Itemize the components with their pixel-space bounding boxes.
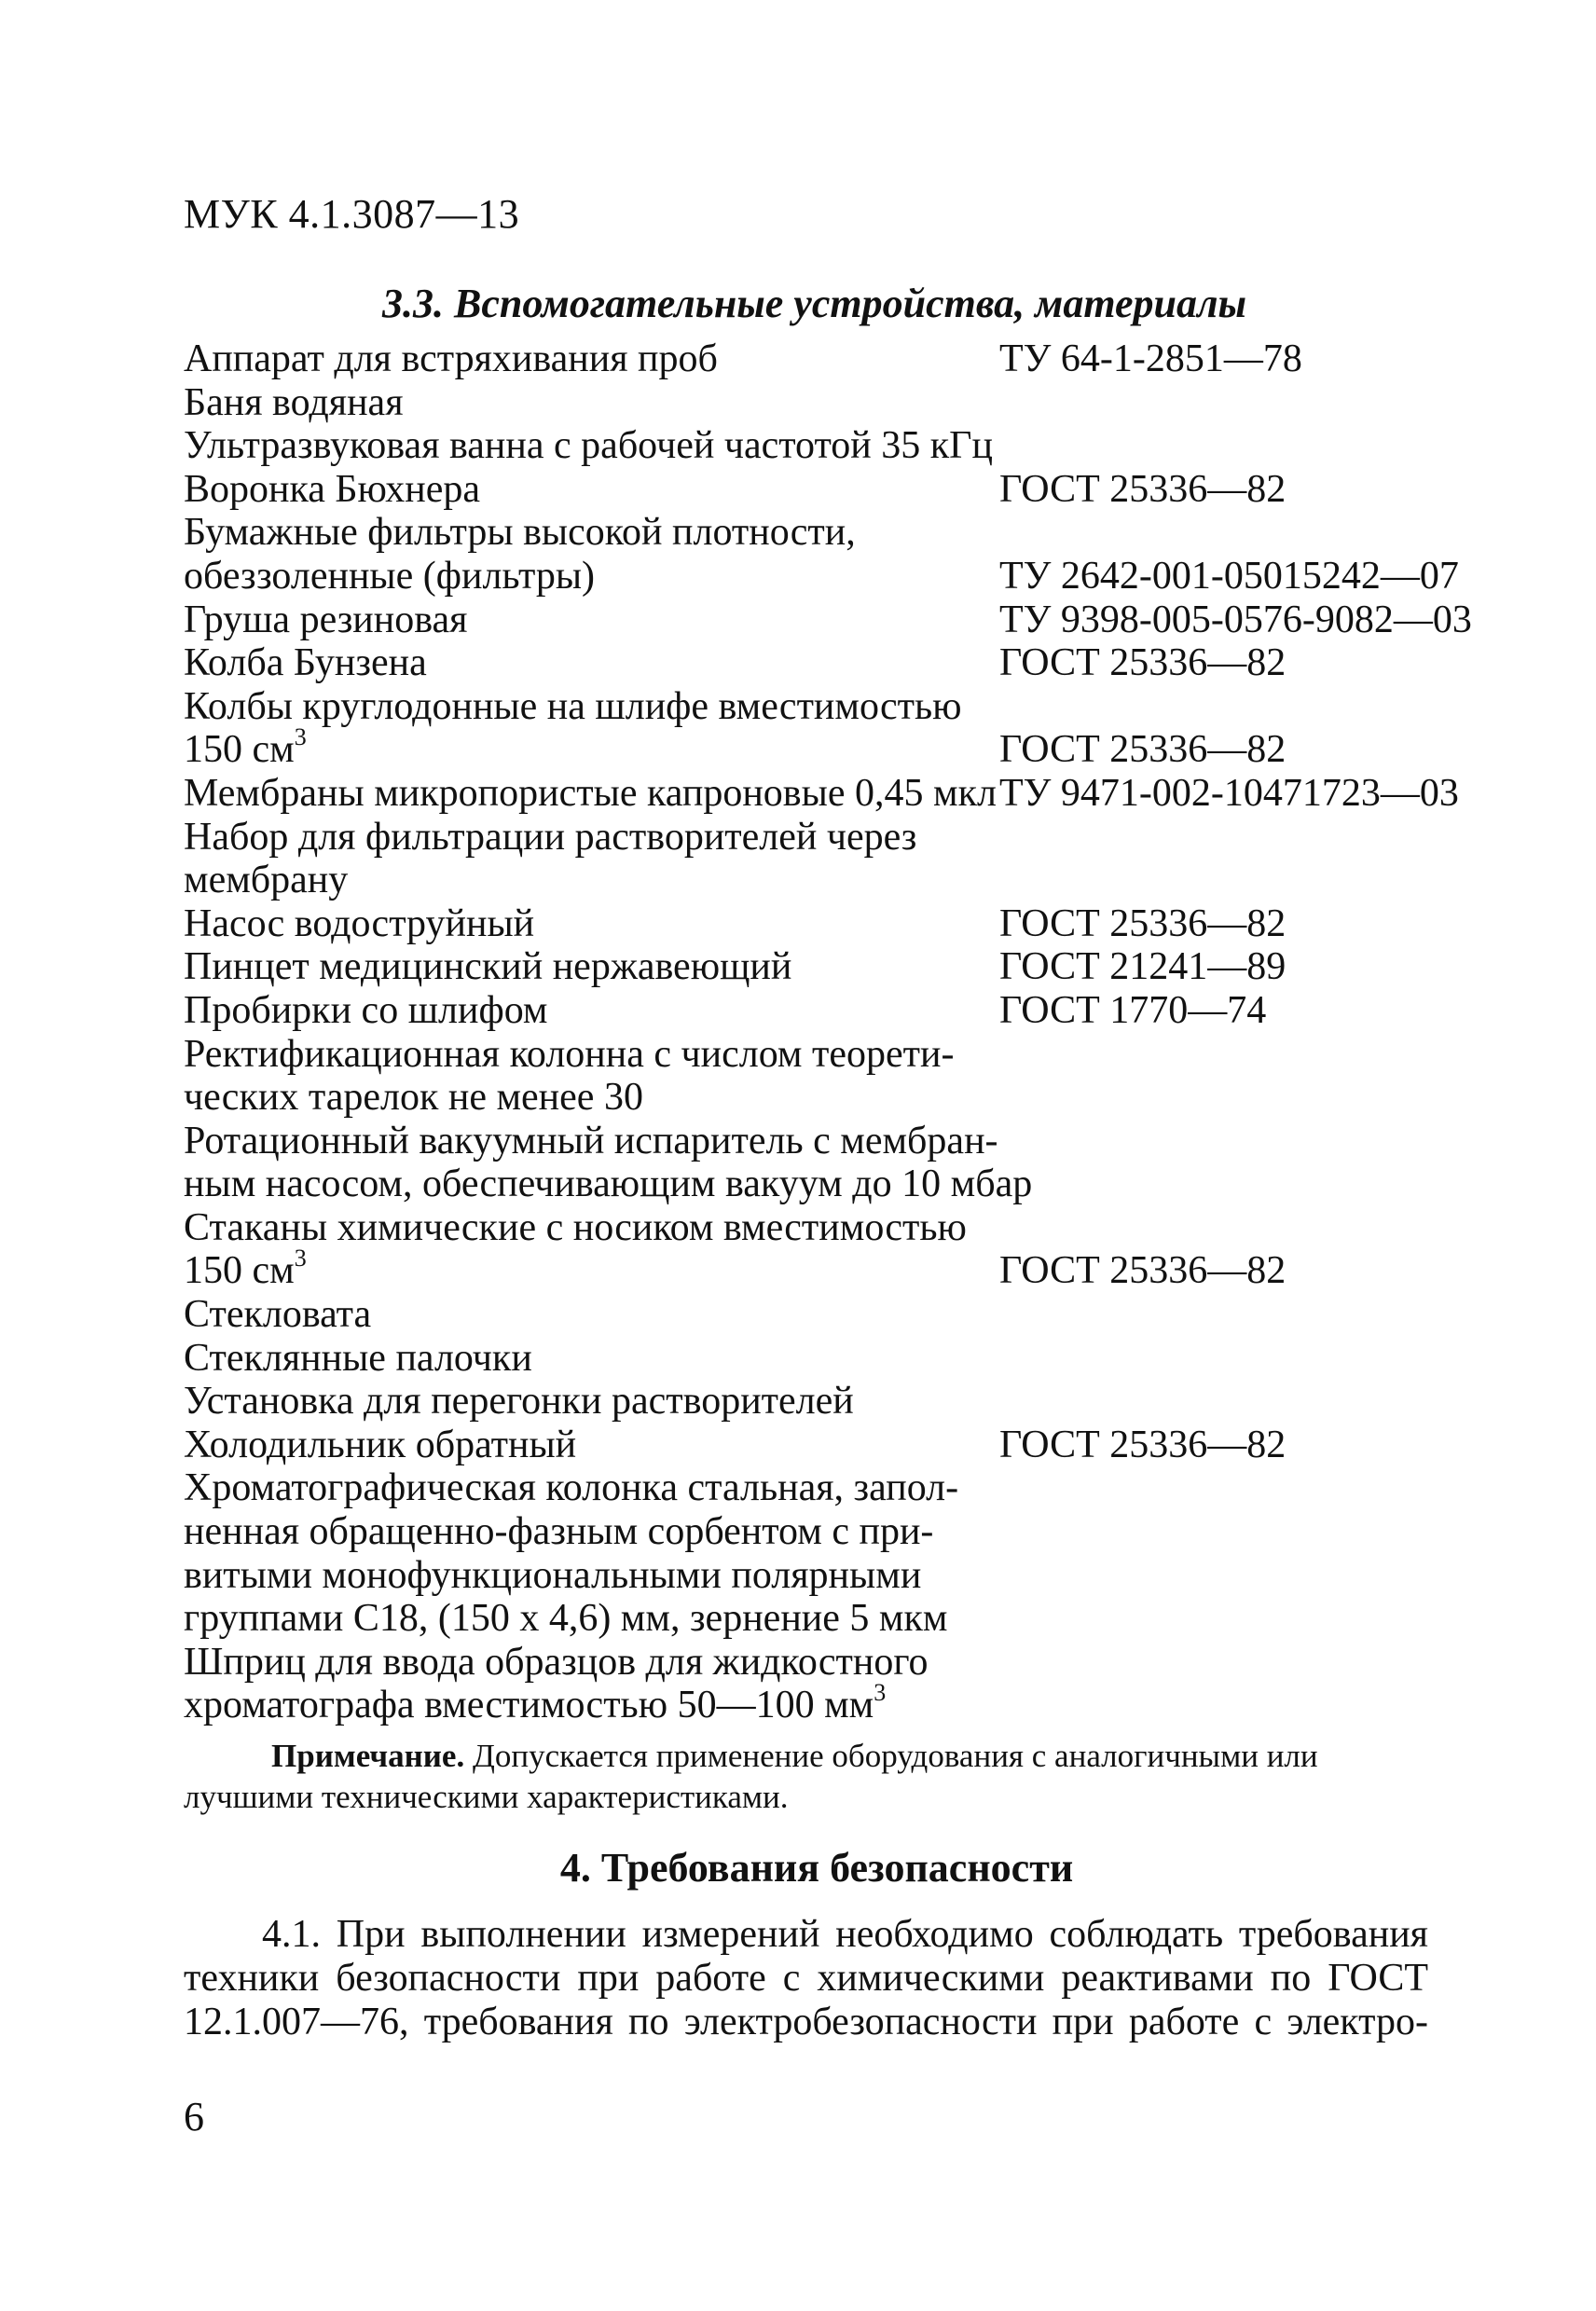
note-text: Допускается применение оборудования с аналогичными или bbox=[464, 1738, 1318, 1774]
item-standard: ГОСТ 21241—89 bbox=[999, 945, 1286, 989]
list-item bbox=[184, 902, 1470, 946]
list-item bbox=[184, 723, 1470, 772]
list-item bbox=[184, 337, 1470, 381]
item-standard: ГОСТ 25336—82 bbox=[999, 641, 1286, 685]
superscript: 3 bbox=[294, 1245, 307, 1272]
item-name: Холодильник обратный bbox=[184, 1423, 577, 1466]
item-standard: ГОСТ 25336—82 bbox=[999, 901, 1286, 945]
item-name: Шприц для ввода образцов для жидкостного bbox=[184, 1640, 929, 1684]
item-name: группами С18, (150 х 4,6) мм, зернение 5 мкм bbox=[184, 1597, 948, 1641]
item-standard: ГОСТ 25336—82 bbox=[999, 728, 1286, 772]
list-item bbox=[184, 511, 1470, 555]
item-name: Установка для перегонки растворителей bbox=[184, 1380, 854, 1424]
list-item bbox=[184, 816, 1470, 860]
list-item bbox=[184, 1380, 1470, 1424]
list-item bbox=[184, 1076, 1470, 1120]
list-item bbox=[184, 1641, 1470, 1685]
item-standard: ТУ 2642-001-05015242—07 bbox=[999, 554, 1459, 598]
item-name: мембрану bbox=[184, 859, 349, 902]
list-item bbox=[184, 1510, 1470, 1554]
list-item bbox=[184, 1033, 1470, 1077]
section-4-number: 4. bbox=[559, 1845, 591, 1891]
list-item bbox=[184, 424, 1470, 468]
item-name: 150 $см^3$ bbox=[184, 1245, 307, 1293]
note-label: Примечание. bbox=[271, 1738, 465, 1774]
item-name: 150 $см^3$ bbox=[184, 723, 307, 772]
list-item bbox=[184, 555, 1470, 598]
item-name: Ротационный вакуумный испаритель с мембран- bbox=[184, 1119, 998, 1162]
list-item bbox=[184, 381, 1470, 425]
section-4-heading bbox=[0, 1844, 1596, 1891]
list-item bbox=[184, 1293, 1470, 1337]
item-name: Баня водяная bbox=[184, 380, 404, 424]
list-item bbox=[184, 1206, 1470, 1250]
list-item bbox=[184, 1466, 1470, 1510]
list-item bbox=[184, 641, 1470, 685]
list-item bbox=[184, 1162, 1470, 1206]
document-code: МУК 4.1.3087—13 bbox=[184, 191, 520, 237]
section-4-paragraph bbox=[184, 1913, 1428, 2044]
item-name: Ректификационная колонна с числом теорети- bbox=[184, 1032, 955, 1076]
section-3-3-title: 3.3. Вспомогательные устройства, материалы bbox=[382, 281, 1247, 326]
list-item bbox=[184, 685, 1470, 729]
note-line: лучшими техническими характеристиками. bbox=[184, 1779, 789, 1815]
item-name: Пробирки со шлифом bbox=[184, 988, 548, 1032]
item-name: хроматографа вместимостью 50—100 $мм^3$ bbox=[184, 1679, 887, 1727]
item-name: Воронка Бюхнера bbox=[184, 467, 481, 511]
item-standard: ГОСТ 1770—74 bbox=[999, 988, 1267, 1032]
superscript: 3 bbox=[294, 723, 307, 751]
item-name: Колбы круглодонные на шлифе вместимостью bbox=[184, 684, 962, 728]
list-item bbox=[184, 1337, 1470, 1381]
item-standard: ТУ 9471-002-10471723—03 bbox=[999, 771, 1459, 815]
item-name: витыми монофункциональными полярными bbox=[184, 1553, 922, 1597]
item-standard: ТУ 64-1-2851—78 bbox=[999, 337, 1302, 380]
item-name: обеззоленные (фильтры) bbox=[184, 554, 596, 598]
superscript: 3 bbox=[874, 1679, 887, 1707]
item-name: Стаканы химические с носиком вместимостью bbox=[184, 1205, 967, 1249]
item-name: ческих тарелок не менее 30 bbox=[184, 1076, 643, 1120]
list-item bbox=[184, 1424, 1470, 1467]
item-name: Мембраны микропористые капроновые 0,45 мкл bbox=[184, 771, 997, 815]
list-item bbox=[184, 598, 1470, 642]
list-item bbox=[184, 1120, 1470, 1163]
list-item bbox=[184, 772, 1470, 816]
list-item bbox=[184, 859, 1470, 902]
section-4-title: Требования безопасности bbox=[600, 1845, 1074, 1891]
item-name: Бумажные фильтры высокой плотности, bbox=[184, 511, 856, 555]
list-item bbox=[184, 945, 1470, 989]
item-standard: ГОСТ 25336—82 bbox=[999, 467, 1286, 511]
list-item bbox=[184, 1597, 1470, 1641]
item-standard: ГОСТ 25336—82 bbox=[999, 1249, 1286, 1293]
item-name: Ультразвуковая ванна с рабочей частотой 35 кГц bbox=[184, 424, 993, 468]
equipment-list bbox=[184, 337, 1470, 1727]
list-item bbox=[184, 468, 1470, 512]
item-name: Набор для фильтрации растворителей через bbox=[184, 815, 917, 859]
paragraph-line: техники безопасности при работе с химическими реактивами по ГОСТ bbox=[184, 1957, 1428, 2000]
item-name: ненная обращенно-фазным сорбентом с при- bbox=[184, 1510, 934, 1554]
item-name: Стекловата bbox=[184, 1293, 372, 1337]
item-name: Хроматографическая колонка стальная, запол- bbox=[184, 1466, 959, 1510]
item-name: Насос водоструйный bbox=[184, 901, 535, 945]
item-name: Груша резиновая bbox=[184, 598, 468, 641]
list-item bbox=[184, 989, 1470, 1033]
paragraph-line: 4.1. При выполнении измерений необходимо соблюдать требования bbox=[262, 1913, 1428, 1956]
item-standard: ТУ 9398-005-0576-9082—03 bbox=[999, 598, 1472, 641]
paragraph-line: 12.1.007—76, требования по электробезопасности при работе с электро- bbox=[184, 2001, 1428, 2043]
item-name: Пинцет медицинский нержавеющий bbox=[184, 945, 792, 989]
page-number: 6 bbox=[184, 2094, 204, 2139]
list-item bbox=[184, 1245, 1470, 1293]
item-name: ным насосом, обеспечивающим вакуум до 10 мбар bbox=[184, 1162, 1033, 1206]
item-name: Стеклянные палочки bbox=[184, 1336, 532, 1380]
item-name: Аппарат для встряхивания проб bbox=[184, 337, 718, 380]
note-line bbox=[184, 1736, 1428, 1777]
list-item bbox=[184, 1554, 1470, 1598]
item-standard: ГОСТ 25336—82 bbox=[999, 1423, 1286, 1466]
list-item bbox=[184, 1679, 1470, 1727]
note bbox=[184, 1736, 1428, 1818]
item-name: Колба Бунзена bbox=[184, 641, 427, 685]
